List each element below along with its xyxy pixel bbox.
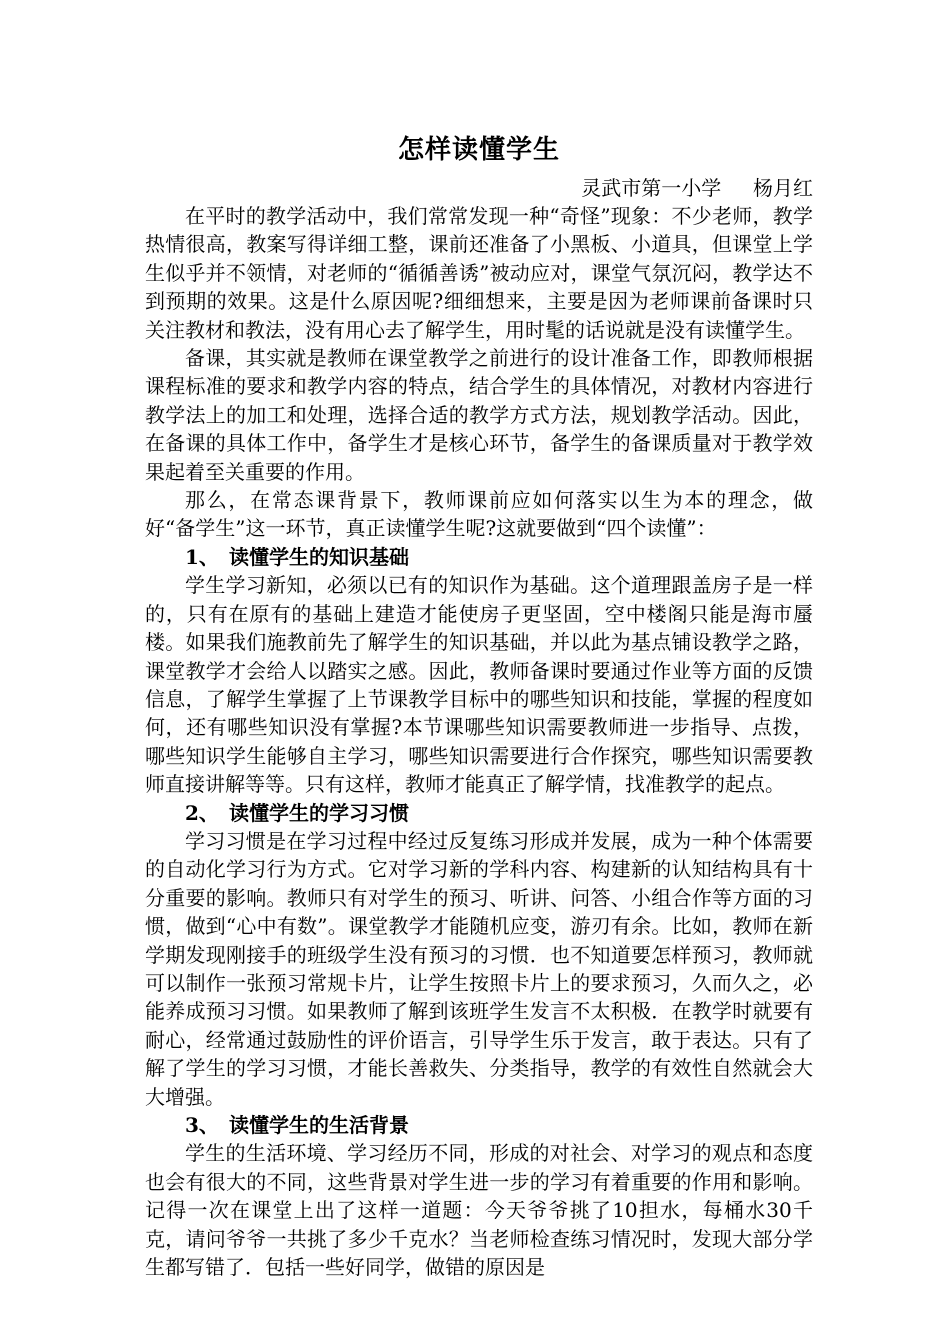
author-byline: 灵武市第一小学 杨月红 [581,176,813,200]
section-heading-text: 读懂学生的生活背景 [229,1113,409,1137]
section-heading-text: 读懂学生的学习习惯 [229,800,409,825]
section-paragraph: 学习习惯是在学习过程中经过反复练习形成并发展，成为一种个体需要的自动化学习行为方式。它对学习新的学科内容、构建新的认知结构具有十分重要的影响。教师只有对学生的预习、听讲、问答、小组合作等方面的习惯，做到“心中有数”。课堂教学才能随机应变，游刃有余。比如，教师在新学期发现刚接手的班级学生没有预习的习惯．也不知道要怎样预习，教师就可以制作一张预习常规卡片，让学生按照卡片上的要求预习，久而久之，必能养成预习习惯。如果教师了解到该班学生发言不太积极．在教学时就要有耐心，经常通过鼓励性的评价语言，引导学生乐于发言，敢于表达。只有了解了学生的学习习惯，才能长善救失、分类指导，教学的有效性自然就会大大增强。 [145,828,813,1109]
paragraph: 那么，在常态课背景下，教师课前应如何落实以生为本的理念，做好“备学生”这一环节，真正读懂学生呢?这就要做到“四个读懂”： [145,488,813,541]
section-number: 1、 [185,544,219,569]
section-number: 3、 [185,1113,219,1137]
document-page [145,130,813,1281]
section-paragraph: 学生学习新知，必须以已有的知识作为基础。这个道理跟盖房子是一样的，只有在原有的基础上建造才能使房子更坚固，空中楼阁只能是海市蜃楼。如果我们施教前先了解学生的知识基础，并以此为基点铺设教学之路，课堂教学才会给人以踏实之感。因此，教师备课时要通过作业等方面的反馈信息，了解学生掌握了上节课教学目标中的哪些知识和技能，掌握的程度如何，还有哪些知识没有掌握?本节课哪些知识需要教师进一步指导、点拨，哪些知识学生能够自主学习，哪些知识需要进行合作探究，哪些知识需要教师直接讲解等等。只有这样，教师才能真正了解学情，找准教学的起点。 [145,573,813,797]
paragraph: 在平时的教学活动中，我们常常发现一种“奇怪”现象：不少老师，教学热情很高，教案写得详细工整，课前还准备了小黑板、小道具，但课堂上学生似乎并不领情，对老师的“循循善诱”被动应对，课堂气氛沉闷，教学达不到预期的效果。这是什么原因呢?细细想来，主要是因为老师课前备课时只关注教材和教法，没有用心去了解学生，用时髦的话说就是没有读懂学生。 [145,204,813,342]
section-number: 2、 [185,800,219,825]
paragraph: 备课，其实就是教师在课堂教学之前进行的设计准备工作，即教师根据课程标准的要求和教学内容的特点，结合学生的具体情况，对教材内容进行教学法上的加工和处理，选择合适的教学方式方法，规划教学活动。因此，在备课的具体工作中，备学生才是核心环节，备学生的备课质量对于教学效果起着至关重要的作用。 [145,346,813,484]
section-paragraph: 学生的生活环境、学习经历不同，形成的对社会、对学习的观点和态度也会有很大的不同，这些背景对学生进一步的学习有着重要的作用和影响。记得一次在课堂上出了这样一道题：今天爷爷挑了10担水，每桶水30千克，请问爷爷一共挑了多少千克水？当老师检查练习情况时，发现大部分学生都写错了．包括一些好同学，做错的原因是 [145,1141,813,1280]
section-heading [145,799,813,827]
section-heading-text: 读懂学生的知识基础 [229,544,409,569]
section-heading [145,543,813,571]
section-heading [145,1111,813,1139]
document-title: 怎样读懂学生 [397,135,560,165]
